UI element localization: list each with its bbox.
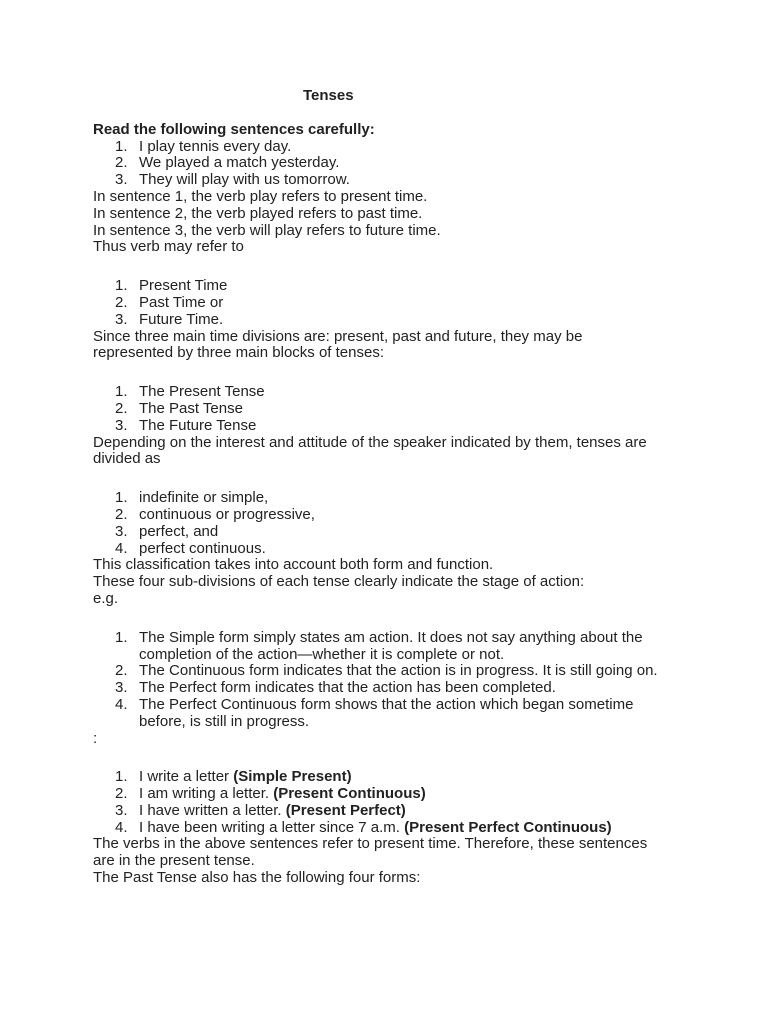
time-list bbox=[93, 278, 693, 328]
paragraph-line: represented by three main blocks of tenses: bbox=[93, 344, 384, 362]
paragraph-line: In sentence 1, the verb play refers to present time. bbox=[93, 187, 428, 205]
list-item: 2. Past Time or bbox=[115, 293, 224, 311]
action-stage-list bbox=[93, 630, 693, 731]
paragraph-line: Thus verb may refer to bbox=[93, 238, 244, 256]
paragraph-line: These four sub-divisions of each tense clearly indicate the stage of action: bbox=[93, 573, 585, 591]
paragraph-line: Depending on the interest and attitude of the speaker indicated by them, tenses are bbox=[93, 433, 647, 451]
document-page bbox=[93, 88, 693, 887]
paragraph-line: are in the present tense. bbox=[93, 852, 255, 870]
list-item: 1. Present Time bbox=[115, 277, 228, 295]
list-item: 2. We played a match yesterday. bbox=[115, 154, 340, 172]
list-item: 3. The Perfect form indicates that the action has been completed. bbox=[115, 679, 556, 697]
list-item: 1. I write a letter (Simple Present) bbox=[115, 768, 352, 786]
list-item: 3. They will play with us tomorrow. bbox=[115, 171, 350, 189]
paragraph-line: divided as bbox=[93, 450, 161, 468]
tense-blocks-list bbox=[93, 384, 693, 434]
paragraph-line: In sentence 3, the verb will play refers to future time. bbox=[93, 221, 441, 239]
paragraph-line: Since three main time divisions are: present, past and future, they may be bbox=[93, 327, 583, 345]
list-item: 2. continuous or progressive, bbox=[115, 505, 315, 523]
paragraph-line: The verbs in the above sentences refer to present time. Therefore, these sentences bbox=[93, 835, 648, 853]
paragraph-line: The Past Tense also has the following four forms: bbox=[93, 869, 421, 887]
list-item: 2. The Continuous form indicates that the action is in progress. It is still going on. bbox=[115, 662, 658, 680]
list-item: 3. I have written a letter. (Present Perfect) bbox=[115, 801, 406, 819]
page-title: Tenses bbox=[303, 87, 354, 104]
tense-divisions-list bbox=[93, 490, 693, 557]
list-item: 4. The Perfect Continuous form shows that the action which began sometime before, is still in progress. bbox=[115, 695, 634, 730]
paragraph-line: e.g. bbox=[93, 589, 119, 607]
intro-heading: Read the following sentences carefully: bbox=[93, 120, 375, 138]
list-item: 3. perfect, and bbox=[115, 522, 219, 540]
list-item: 4. I have been writing a letter since 7 a.m. (Present Perfect Continuous) bbox=[115, 818, 612, 836]
list-item: 2. I am writing a letter. (Present Continuous) bbox=[115, 785, 426, 803]
list-item: 4. perfect continuous. bbox=[115, 539, 266, 557]
list-item: 2. The Past Tense bbox=[115, 399, 243, 417]
example-sentences-list bbox=[93, 139, 693, 189]
list-item: 1. The Simple form simply states am action. It does not say anything about the completion of the action—whether it is complete or not. bbox=[115, 628, 643, 663]
list-item: 3. Future Time. bbox=[115, 310, 224, 328]
colon-text: : bbox=[93, 729, 98, 747]
list-item: 1. The Present Tense bbox=[115, 383, 265, 401]
list-item: 3. The Future Tense bbox=[115, 416, 257, 434]
list-item: 1. I play tennis every day. bbox=[115, 137, 292, 155]
paragraph-line: In sentence 2, the verb played refers to past time. bbox=[93, 204, 423, 222]
paragraph-line: This classification takes into account both form and function. bbox=[93, 556, 494, 574]
present-forms-list bbox=[93, 769, 693, 836]
list-item: 1. indefinite or simple, bbox=[115, 489, 269, 507]
